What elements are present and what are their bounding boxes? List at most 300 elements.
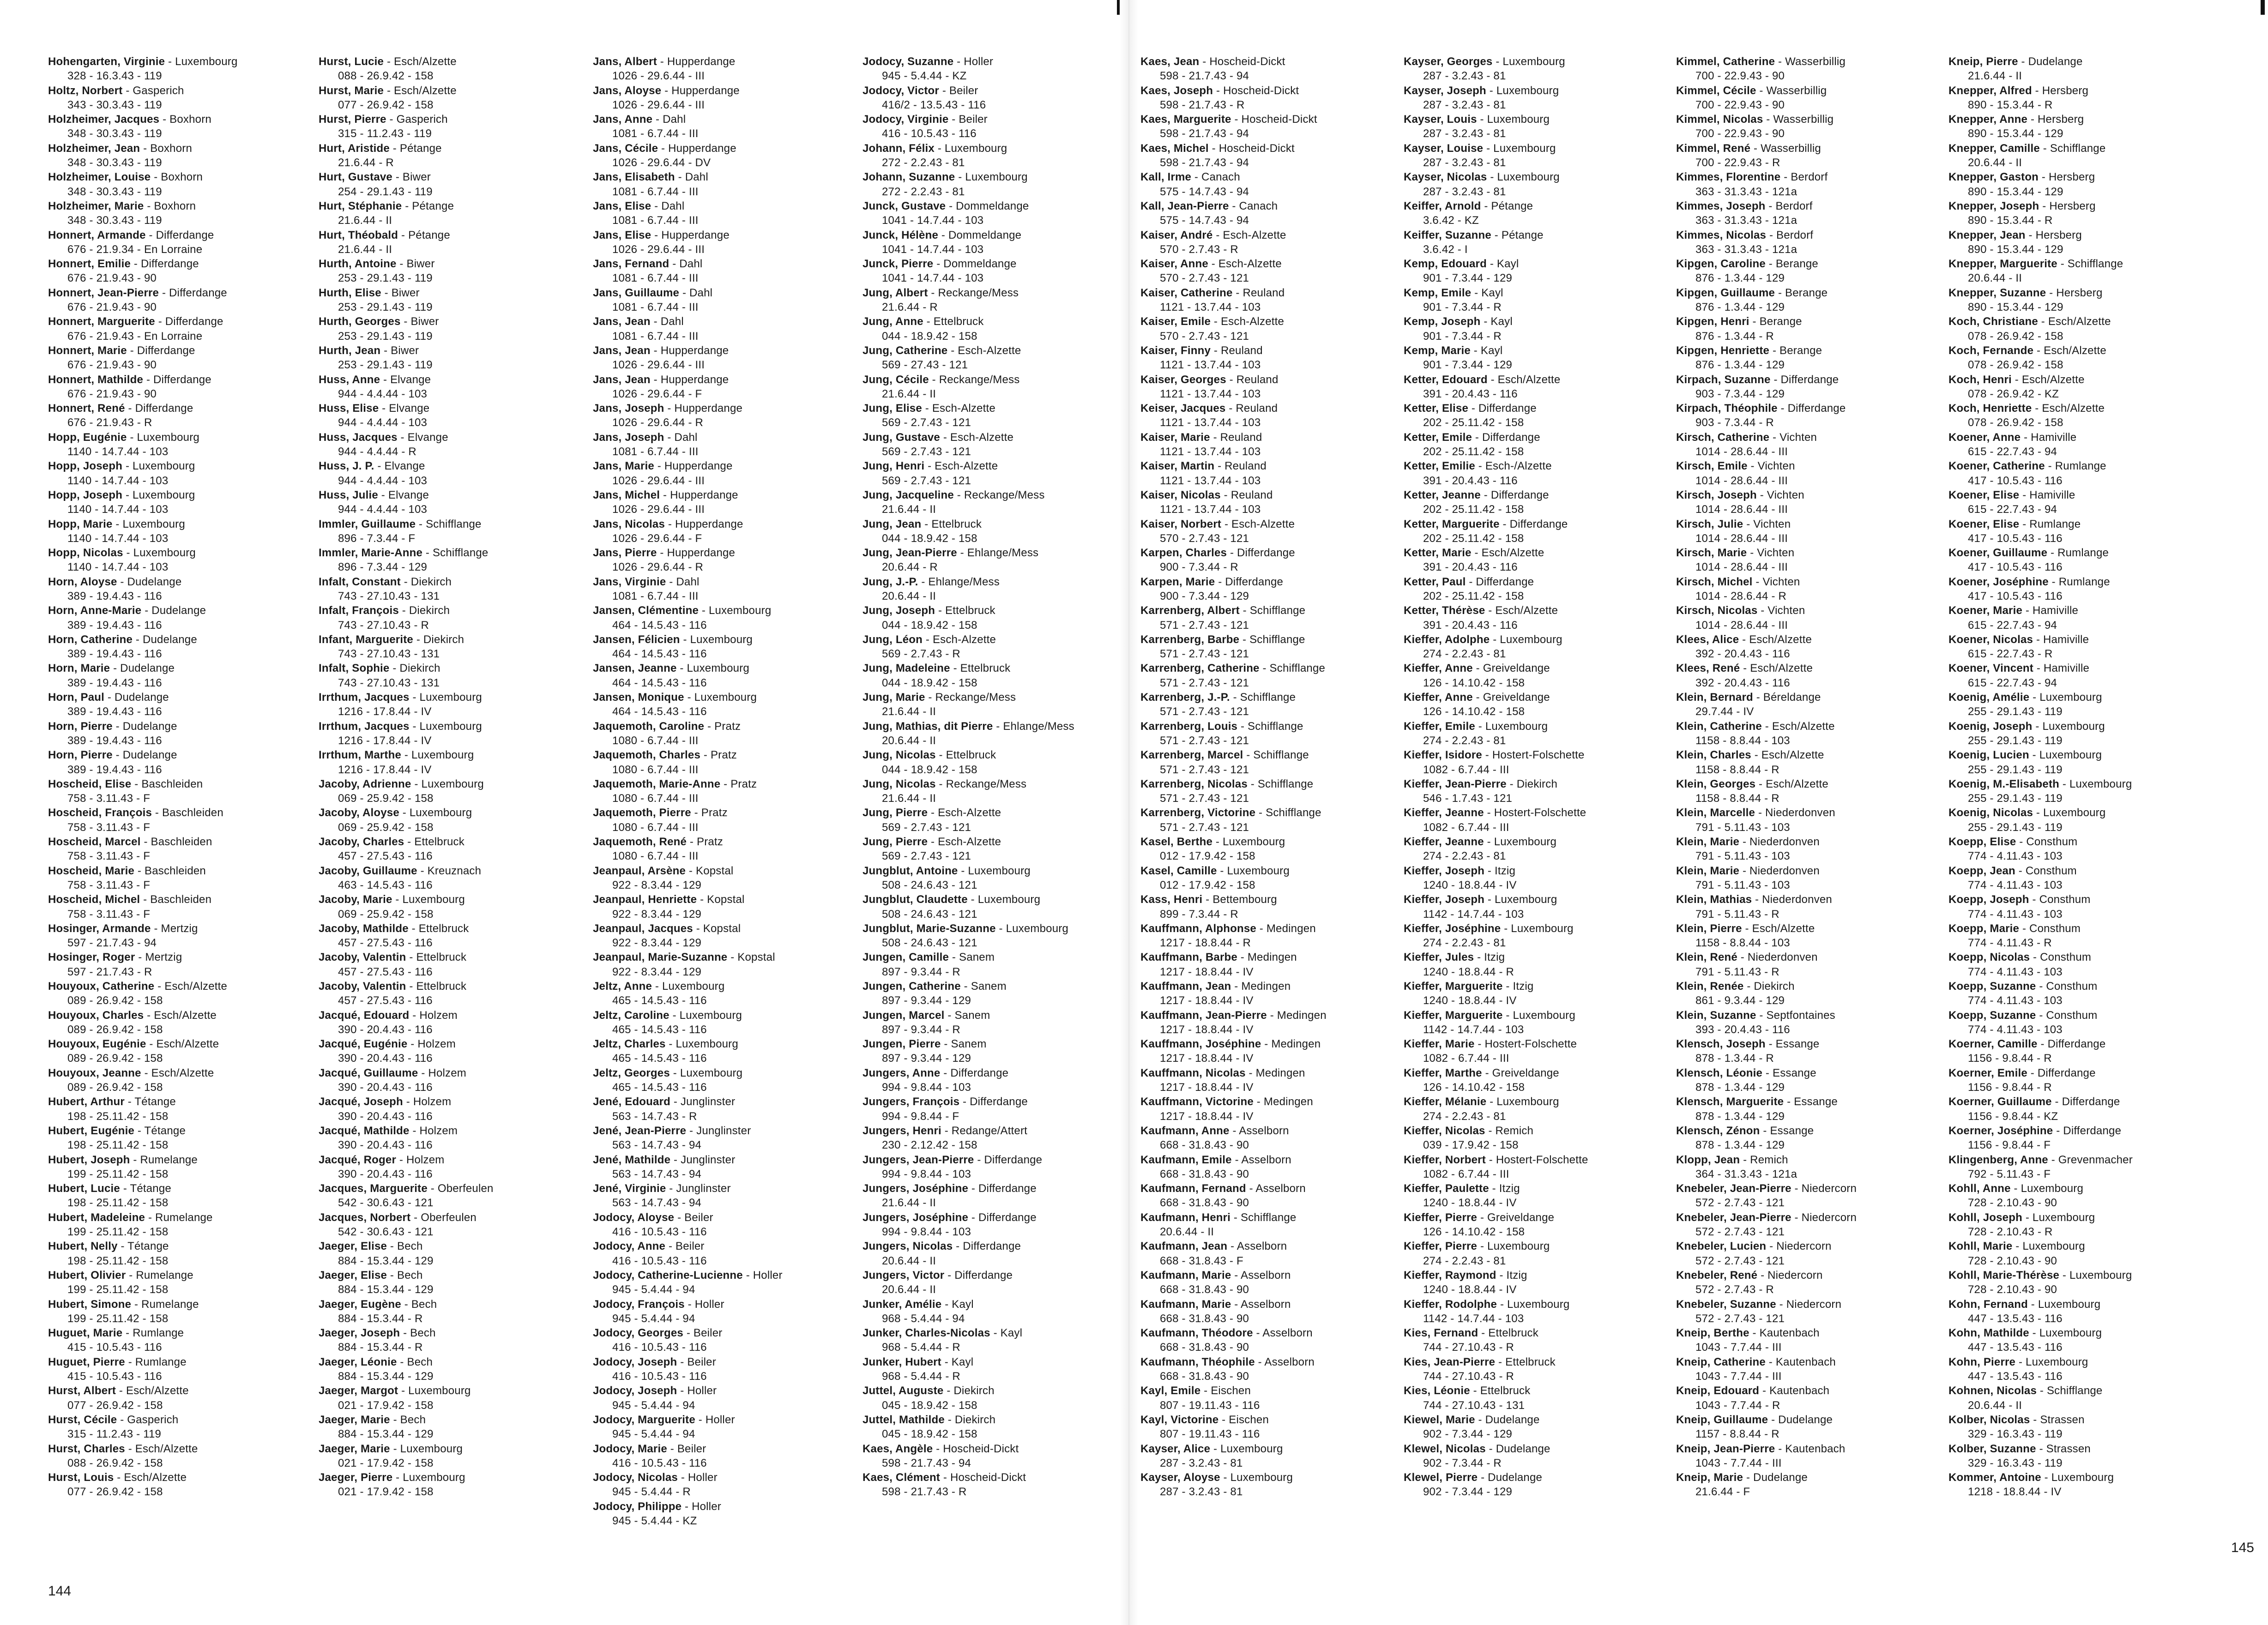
place-name: Kopstal — [703, 922, 741, 935]
separator: - — [664, 402, 675, 415]
list-item — [319, 1124, 596, 1153]
entry-heading — [48, 1326, 325, 1340]
list-item — [1140, 1008, 1418, 1037]
separator: - — [390, 1413, 400, 1426]
list-item — [1948, 1037, 2226, 1066]
separator: - — [1484, 864, 1495, 877]
list-item — [48, 286, 325, 315]
separator: - — [1770, 373, 1781, 386]
person-name: Klein, Marie — [1676, 864, 1740, 877]
place-name: Asselborn — [1239, 1124, 1289, 1137]
person-name: Hopp, Nicolas — [48, 547, 123, 560]
list-item — [1676, 1297, 1953, 1326]
person-name: Kaes, Jean — [1140, 55, 1200, 68]
transport-detail: 728 - 2.10.43 - 90 — [1968, 1197, 2057, 1210]
transport-detail: 922 - 8.3.44 - 129 — [612, 937, 702, 950]
place-name: Junglinster — [680, 1095, 736, 1108]
place-name: Berange — [1785, 286, 1828, 299]
transport-detail: 1217 - 18.8.44 - IV — [1160, 1052, 1254, 1065]
place-name: Luxembourg — [2022, 1240, 2085, 1253]
place-name: Rumlange — [133, 1327, 184, 1340]
transport-detail: 994 - 9.8.44 - F — [882, 1110, 959, 1123]
person-name: Huss, Julie — [319, 488, 378, 501]
transport-detail: 1240 - 18.8.44 - IV — [1423, 879, 1517, 891]
place-name: Ettelbruck — [945, 604, 995, 617]
separator: - — [1497, 1298, 1508, 1311]
place-name: Ettelbruck — [416, 951, 467, 964]
person-name: Hopp, Joseph — [48, 460, 123, 473]
person-name: Jacoby, Marie — [319, 893, 392, 906]
transport-detail: 743 - 27.10.43 - 131 — [338, 676, 440, 689]
place-name: Holler — [705, 1413, 735, 1426]
person-name: Hubert, Simone — [48, 1298, 132, 1311]
place-name: Hersberg — [2035, 229, 2082, 241]
place-name: Hamiville — [2032, 604, 2079, 617]
list-item — [1948, 719, 2226, 748]
entry-heading — [1404, 1124, 1681, 1138]
place-name: Asselborn — [1237, 1240, 1287, 1253]
place-name: Differdange — [1509, 518, 1568, 530]
entry-heading — [319, 1470, 596, 1485]
transport-detail: 774 - 4.11.43 - 103 — [1968, 850, 2063, 863]
separator: - — [1482, 749, 1492, 762]
list-item — [1140, 892, 1418, 921]
separator: - — [974, 1153, 984, 1166]
person-name: Karrenberg, Victorine — [1140, 806, 1256, 819]
entry-heading — [1948, 835, 2226, 849]
separator: - — [112, 720, 123, 733]
list-item — [319, 170, 596, 199]
transport-detail: 077 - 26.9.42 - 158 — [67, 1399, 163, 1412]
separator: - — [950, 662, 960, 675]
list-item — [593, 1326, 870, 1355]
entry-heading — [1948, 603, 2226, 618]
transport-detail: 1156 - 9.8.44 - R — [1968, 1052, 2052, 1065]
place-name: Esch/Alzette — [124, 1471, 187, 1484]
person-name: Hubert, Nelly — [48, 1240, 118, 1253]
transport-detail: 21.6.44 - II — [882, 705, 936, 718]
entry-heading — [593, 517, 870, 531]
separator: - — [131, 258, 141, 271]
transport-detail: 363 - 31.3.43 - 121a — [1695, 214, 1798, 227]
entry-heading — [863, 719, 1140, 734]
place-name: Hersberg — [2056, 286, 2103, 299]
person-name: Hopp, Joseph — [48, 488, 123, 501]
transport-detail: 1216 - 17.8.44 - IV — [338, 705, 432, 718]
transport-detail: 20.6.44 - R — [882, 561, 938, 574]
place-name: Ettelbruck — [960, 662, 1011, 675]
separator: - — [1756, 84, 1767, 97]
entry-heading — [1404, 690, 1681, 704]
entry-heading — [1676, 1442, 1953, 1456]
transport-detail: 668 - 31.8.43 - 90 — [1160, 1341, 1249, 1354]
place-name: Kopstal — [696, 864, 734, 877]
place-name: Luxembourg — [2051, 1471, 2114, 1484]
person-name: Kirpach, Théophile — [1676, 402, 1778, 415]
transport-detail: 416/2 - 13.5.43 - 116 — [882, 98, 986, 111]
place-name: Diekirch — [953, 1384, 995, 1397]
separator: - — [949, 951, 959, 964]
list-item — [1140, 517, 1418, 546]
entry-heading — [48, 546, 325, 560]
separator: - — [2039, 199, 2050, 212]
separator: - — [1487, 171, 1497, 184]
person-name: Jacqué, Roger — [319, 1153, 396, 1166]
list-item — [48, 1037, 325, 1066]
entry-heading — [593, 603, 870, 618]
list-item — [1140, 401, 1418, 430]
person-name: Jodocy, Marie — [593, 1442, 667, 1455]
entry-heading — [319, 777, 596, 791]
transport-detail: 1216 - 17.8.44 - IV — [338, 734, 432, 747]
place-name: Dahl — [676, 575, 700, 588]
list-item — [863, 517, 1140, 546]
place-name: Esch/Alzette — [2042, 402, 2105, 415]
list-item — [593, 748, 870, 777]
list-item — [1948, 1095, 2226, 1124]
list-item — [1948, 748, 2226, 777]
separator: - — [2033, 806, 2043, 819]
place-name: Hostert-Folschette — [1494, 806, 1586, 819]
place-name: Rumlange — [2057, 547, 2109, 560]
person-name: Honnert, Jean-Pierre — [48, 286, 159, 299]
person-name: Kaiser, Catherine — [1140, 286, 1233, 299]
entry-heading — [863, 343, 1140, 358]
person-name: Kieffer, Anne — [1404, 662, 1473, 675]
entry-heading — [593, 1124, 870, 1138]
list-item — [1140, 1181, 1418, 1210]
separator: - — [677, 1355, 688, 1368]
separator: - — [1757, 1269, 1768, 1282]
separator: - — [135, 951, 145, 964]
entry-heading — [48, 141, 325, 156]
list-item — [863, 1239, 1140, 1268]
separator: - — [418, 1066, 428, 1079]
transport-detail: 464 - 14.5.43 - 116 — [612, 676, 707, 689]
place-name: Beiler — [684, 1211, 713, 1224]
place-name: Niederdonven — [1765, 806, 1835, 819]
transport-detail: 1080 - 6.7.44 - III — [612, 734, 699, 747]
list-item — [1404, 835, 1681, 864]
transport-detail: 230 - 2.12.42 - 158 — [882, 1139, 977, 1152]
list-item — [1676, 373, 1953, 402]
place-name: Hamiville — [2043, 633, 2089, 646]
transport-detail: 598 - 21.7.43 - 94 — [1160, 156, 1249, 169]
separator: - — [2022, 1211, 2033, 1224]
entry-heading — [48, 286, 325, 300]
separator: - — [2030, 951, 2040, 964]
list-item — [48, 488, 325, 517]
separator: - — [1477, 1211, 1488, 1224]
separator: - — [397, 1355, 407, 1368]
place-name: Holzem — [428, 1066, 466, 1079]
separator: - — [922, 402, 932, 415]
separator: - — [1485, 1442, 1496, 1455]
transport-detail: 1081 - 6.7.44 - III — [612, 330, 699, 343]
place-name: Ettelbruck — [1488, 1327, 1538, 1340]
entry-heading — [863, 1268, 1140, 1282]
transport-detail: 571 - 2.7.43 - 121 — [1160, 705, 1249, 718]
list-item — [1404, 575, 1681, 604]
separator: - — [398, 604, 409, 617]
entry-heading — [1676, 921, 1953, 936]
person-name: Kimmes, Nicolas — [1676, 229, 1767, 241]
entry-heading — [1404, 1066, 1681, 1080]
person-name: Jacqué, Mathilde — [319, 1124, 410, 1137]
person-name: Jung, Léon — [863, 633, 923, 646]
list-item — [863, 1297, 1140, 1326]
separator: - — [923, 315, 934, 328]
person-name: Karrenberg, Louis — [1140, 720, 1238, 733]
list-item — [593, 835, 870, 864]
separator: - — [2019, 922, 2030, 935]
person-name: Hurt, Théobald — [319, 229, 398, 241]
place-name: Eischen — [1229, 1413, 1269, 1426]
list-item — [319, 661, 596, 690]
person-name: Kaufmann, Emile — [1140, 1153, 1232, 1166]
entry-heading — [1404, 575, 1681, 589]
person-name: Jaeger, Eugène — [319, 1298, 401, 1311]
separator: - — [374, 460, 385, 473]
person-name: Kieffer, Emile — [1404, 720, 1475, 733]
person-name: Kayser, Aloyse — [1140, 1471, 1220, 1484]
person-name: Jungen, Pierre — [863, 1038, 941, 1051]
separator: - — [2048, 575, 2059, 588]
person-name: Kirsch, Joseph — [1676, 488, 1757, 501]
separator: - — [1784, 1095, 1794, 1108]
list-item — [48, 1355, 325, 1384]
list-item — [1676, 864, 1953, 893]
place-name: Reuland — [1220, 431, 1262, 444]
entry-heading — [1140, 112, 1418, 126]
transport-detail: 807 - 19.11.43 - 116 — [1160, 1428, 1260, 1441]
entry-heading — [863, 1124, 1140, 1138]
person-name: Kieffer, Jules — [1404, 951, 1474, 964]
entry-heading — [593, 575, 870, 589]
place-name: Kautenbach — [1785, 1442, 1846, 1455]
separator: - — [416, 518, 426, 530]
separator: - — [159, 286, 169, 299]
entry-heading — [1948, 1384, 2226, 1398]
entry-heading — [1948, 1470, 2226, 1485]
transport-detail: 1014 - 28.6.44 - III — [1695, 619, 1788, 632]
list-item — [1404, 979, 1681, 1008]
place-name: Grevenmacher — [2058, 1153, 2133, 1166]
person-name: Horn, Aloyse — [48, 575, 117, 588]
entry-heading — [1948, 286, 2226, 300]
list-item — [1948, 1413, 2226, 1442]
transport-detail: 089 - 26.9.42 - 158 — [67, 1023, 163, 1036]
person-name: Koenig, Joseph — [1948, 720, 2033, 733]
separator: - — [379, 402, 389, 415]
separator: - — [650, 344, 661, 357]
entry-heading — [1948, 979, 2226, 993]
entry-heading — [593, 430, 870, 445]
place-name: Luxembourg — [137, 431, 199, 444]
entry-heading — [1676, 373, 1953, 387]
place-name: Reuland — [1231, 488, 1273, 501]
entry-heading — [319, 1239, 596, 1253]
entry-heading — [863, 1066, 1140, 1080]
entry-heading — [1948, 1355, 2226, 1369]
transport-detail: 668 - 31.8.43 - 90 — [1160, 1197, 1249, 1210]
transport-detail: 1014 - 28.6.44 - R — [1695, 590, 1787, 602]
transport-detail: 1081 - 6.7.44 - III — [612, 185, 699, 198]
transport-detail: 890 - 15.3.44 - 129 — [1968, 243, 2063, 256]
separator: - — [1474, 951, 1484, 964]
place-name: Wasserbillig — [1785, 55, 1846, 68]
separator: - — [1255, 1355, 1265, 1368]
person-name: Karpen, Marie — [1140, 575, 1215, 588]
entry-heading — [319, 257, 596, 271]
entry-heading — [863, 748, 1140, 762]
list-item — [1404, 1413, 1681, 1442]
place-name: Greiveldange — [1483, 691, 1550, 704]
person-name: Jans, Guillaume — [593, 286, 680, 299]
list-item — [48, 661, 325, 690]
transport-detail: 922 - 8.3.44 - 129 — [612, 879, 702, 891]
list-item — [48, 1124, 325, 1153]
entry-heading — [48, 1008, 325, 1023]
entry-heading — [863, 1008, 1140, 1023]
place-name: Dudelange — [122, 720, 177, 733]
person-name: Houyoux, Charles — [48, 1009, 144, 1022]
person-name: Honnert, Emilie — [48, 258, 131, 271]
entry-heading — [863, 1095, 1140, 1109]
list-item — [1676, 661, 1953, 690]
separator: - — [141, 604, 152, 617]
person-name: Kaiser, Emile — [1140, 315, 1211, 328]
transport-detail: 254 - 29.1.43 - 119 — [338, 185, 433, 198]
person-name: Kemp, Marie — [1404, 344, 1471, 357]
place-name: Differdange — [978, 1211, 1037, 1224]
entry-heading — [1404, 892, 1681, 907]
person-name: Kaufmann, Anne — [1140, 1124, 1230, 1137]
place-name: Schifflange — [1253, 749, 1309, 762]
place-name: Hersberg — [2038, 113, 2084, 126]
entry-heading — [1140, 546, 1418, 560]
person-name: Jacqué, Eugénie — [319, 1038, 408, 1051]
transport-detail: 944 - 4.4.44 - R — [338, 445, 416, 458]
separator: - — [2059, 777, 2069, 790]
entry-heading — [1948, 950, 2226, 964]
place-name: Luxembourg — [2042, 720, 2105, 733]
place-name: Beiler — [949, 84, 978, 97]
person-name: Knepper, Camille — [1948, 142, 2040, 155]
separator: - — [1481, 199, 1491, 212]
transport-detail: 1082 - 6.7.44 - III — [1423, 1052, 1509, 1065]
transport-detail: 570 - 2.7.43 - 121 — [1160, 330, 1249, 343]
entry-heading — [319, 1124, 596, 1138]
list-item — [1948, 864, 2226, 893]
place-name: Differdange — [2047, 1038, 2106, 1051]
list-item — [319, 373, 596, 402]
list-item — [48, 1470, 325, 1499]
list-item — [1676, 1066, 1953, 1095]
list-item — [1676, 892, 1953, 921]
entry-heading — [1140, 1066, 1418, 1080]
place-name: Vichten — [1757, 460, 1795, 473]
transport-detail: 1082 - 6.7.44 - III — [1423, 763, 1509, 776]
place-name: Ettelbruck — [946, 749, 996, 762]
person-name: Kohn, Pierre — [1948, 1355, 2016, 1368]
separator: - — [697, 893, 707, 906]
transport-detail: 465 - 14.5.43 - 116 — [612, 1081, 707, 1094]
place-name: Hupperdange — [667, 55, 736, 68]
list-item — [1676, 748, 1953, 777]
entry-heading — [593, 170, 870, 184]
person-name: Kayl, Victorine — [1140, 1413, 1219, 1426]
person-name: Jené, Mathilde — [593, 1153, 671, 1166]
list-item — [1676, 1095, 1953, 1124]
entry-heading — [1140, 488, 1418, 502]
person-name: Johann, Félix — [863, 142, 935, 155]
list-item — [1948, 257, 2226, 286]
person-name: Kirpach, Suzanne — [1676, 373, 1771, 386]
list-item — [48, 719, 325, 748]
entry-heading — [1140, 835, 1418, 849]
entry-heading — [1676, 488, 1953, 502]
list-item — [1140, 979, 1418, 1008]
place-name: Luxembourg — [2021, 1182, 2083, 1195]
separator: - — [1501, 922, 1511, 935]
transport-detail: 069 - 25.9.42 - 158 — [338, 792, 434, 805]
person-name: Jaeger, Marie — [319, 1442, 390, 1455]
transport-detail: 274 - 2.2.43 - 81 — [1423, 734, 1506, 747]
separator: - — [928, 836, 938, 849]
transport-detail: 1014 - 28.6.44 - III — [1695, 532, 1788, 545]
transport-detail: 390 - 20.4.43 - 116 — [338, 1168, 433, 1180]
entry-heading — [1676, 517, 1953, 531]
transport-detail: 945 - 5.4.44 - 94 — [612, 1428, 695, 1441]
entry-heading — [1140, 1442, 1418, 1456]
entry-heading — [1404, 1037, 1681, 1051]
person-name: Jungers, Anne — [863, 1066, 941, 1079]
place-name: Esch/Alzette — [164, 980, 228, 993]
transport-detail: 20.6.44 - II — [882, 1283, 936, 1296]
list-item — [1948, 632, 2226, 662]
person-name: Klees, René — [1676, 662, 1740, 675]
separator: - — [1246, 1182, 1256, 1195]
list-item — [1140, 84, 1418, 113]
entry-heading — [1404, 1413, 1681, 1427]
transport-detail: 021 - 17.9.42 - 158 — [338, 1456, 434, 1469]
transport-detail: 045 - 18.9.42 - 158 — [882, 1428, 977, 1441]
list-item — [48, 1066, 325, 1095]
place-name: Schifflange — [2050, 142, 2106, 155]
entry-heading — [1140, 1268, 1418, 1282]
transport-detail: 1240 - 18.8.44 - IV — [1423, 1197, 1517, 1210]
person-name: Jung, Albert — [863, 286, 928, 299]
column-7 — [1676, 54, 1953, 1499]
entry-heading — [1140, 228, 1418, 242]
place-name: Sanem — [959, 951, 995, 964]
place-name: Kopstal — [707, 893, 745, 906]
entry-heading — [1404, 777, 1681, 791]
transport-detail: 968 - 5.4.44 - R — [882, 1341, 960, 1354]
list-item — [1140, 430, 1418, 459]
person-name: Jungblut, Claudette — [863, 893, 968, 906]
person-name: Klein, Marie — [1676, 836, 1740, 849]
entry-heading — [1140, 777, 1418, 791]
transport-detail: 464 - 14.5.43 - 116 — [612, 705, 707, 718]
transport-detail: 415 - 10.5.43 - 116 — [67, 1341, 162, 1354]
entry-heading — [593, 1210, 870, 1225]
person-name: Kayser, Nicolas — [1404, 171, 1487, 184]
place-name: Dahl — [661, 199, 685, 212]
separator: - — [1496, 1269, 1507, 1282]
entry-heading — [1676, 314, 1953, 329]
